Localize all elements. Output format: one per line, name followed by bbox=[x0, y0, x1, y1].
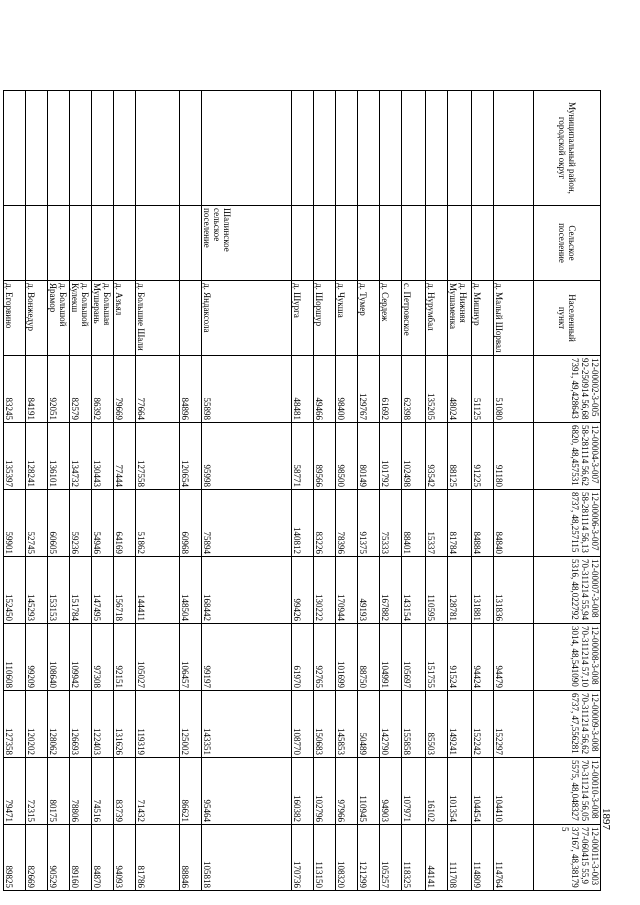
value-cell: 77664 bbox=[136, 356, 180, 423]
settlement-cell bbox=[136, 206, 180, 281]
value-cell: 136101 bbox=[48, 423, 70, 490]
place-cell: д. Нижняя Мушаменка bbox=[448, 281, 472, 356]
page-number: 1897 bbox=[600, 808, 612, 830]
table-row bbox=[202, 91, 292, 891]
table-row bbox=[48, 91, 70, 891]
table-row bbox=[336, 91, 358, 891]
district-cell bbox=[114, 91, 136, 206]
table-body bbox=[4, 91, 534, 891]
value-cell: 48024 bbox=[448, 356, 472, 423]
table-row bbox=[402, 91, 426, 891]
value-cell: 81786 bbox=[136, 825, 180, 891]
district-cell bbox=[292, 91, 314, 206]
value-cell: 95464 bbox=[202, 758, 292, 825]
value-cell: 95998 bbox=[202, 423, 292, 490]
settlement-cell bbox=[426, 206, 448, 281]
value-cell: 156718 bbox=[114, 557, 136, 624]
value-cell: 140812 bbox=[292, 490, 314, 557]
settlement-cell bbox=[402, 206, 426, 281]
district-cell bbox=[380, 91, 402, 206]
value-cell: 145853 bbox=[336, 691, 358, 758]
value-cell: 152242 bbox=[472, 691, 494, 758]
district-cell bbox=[136, 91, 180, 206]
value-cell: 51080 bbox=[494, 356, 534, 423]
district-cell bbox=[92, 91, 114, 206]
value-cell: 91524 bbox=[448, 624, 472, 691]
value-cell: 113150 bbox=[314, 825, 336, 891]
value-cell: 60968 bbox=[180, 490, 202, 557]
value-cell: 98400 bbox=[336, 356, 358, 423]
value-cell: 167882 bbox=[380, 557, 402, 624]
value-cell: 61692 bbox=[380, 356, 402, 423]
value-cell: 120202 bbox=[26, 691, 48, 758]
value-cell: 92765 bbox=[314, 624, 336, 691]
value-cell: 83739 bbox=[114, 758, 136, 825]
district-cell bbox=[180, 91, 202, 206]
district-cell bbox=[314, 91, 336, 206]
value-cell: 125002 bbox=[180, 691, 202, 758]
settlement-cell: Шалинское сельское поселение bbox=[202, 206, 292, 281]
place-cell: д. Малый Шорвал bbox=[494, 281, 534, 356]
value-cell: 114764 bbox=[494, 825, 534, 891]
value-cell: 107971 bbox=[402, 758, 426, 825]
value-cell: 151784 bbox=[70, 557, 92, 624]
value-cell: 105027 bbox=[136, 624, 180, 691]
value-cell: 82579 bbox=[70, 356, 92, 423]
place-cell: д. Вонжедур bbox=[26, 281, 48, 356]
value-cell: 110945 bbox=[358, 758, 380, 825]
value-cell: 110608 bbox=[4, 624, 26, 691]
value-cell: 15337 bbox=[426, 490, 448, 557]
value-cell: 94903 bbox=[380, 758, 402, 825]
column-header: Населенный пункт bbox=[534, 281, 601, 356]
value-cell: 52745 bbox=[26, 490, 48, 557]
place-cell: д. Нурумбал bbox=[426, 281, 448, 356]
settlement-cell bbox=[92, 206, 114, 281]
value-cell: 86621 bbox=[180, 758, 202, 825]
value-cell: 78396 bbox=[336, 490, 358, 557]
place-cell: д. Тумер bbox=[358, 281, 380, 356]
value-cell: 129767 bbox=[358, 356, 380, 423]
value-cell: 131836 bbox=[494, 557, 534, 624]
value-cell: 155858 bbox=[402, 691, 426, 758]
district-cell bbox=[202, 91, 292, 206]
column-header: 12-00002-3-00592-250914 56,687391, 49,428643 bbox=[534, 356, 601, 423]
value-cell: 111708 bbox=[448, 825, 472, 891]
district-cell bbox=[48, 91, 70, 206]
value-cell: 131626 bbox=[114, 691, 136, 758]
value-cell: 101354 bbox=[448, 758, 472, 825]
district-cell bbox=[4, 91, 26, 206]
value-cell: 60605 bbox=[48, 490, 70, 557]
value-cell: 152450 bbox=[4, 557, 26, 624]
value-cell: 91225 bbox=[472, 423, 494, 490]
value-cell: 99426 bbox=[292, 557, 314, 624]
value-cell: 109942 bbox=[70, 624, 92, 691]
value-cell: 153153 bbox=[48, 557, 70, 624]
value-cell: 83226 bbox=[314, 490, 336, 557]
value-cell: 130443 bbox=[92, 423, 114, 490]
value-cell: 120654 bbox=[180, 423, 202, 490]
district-cell bbox=[402, 91, 426, 206]
table-row bbox=[292, 91, 314, 891]
value-cell: 106457 bbox=[180, 624, 202, 691]
table-row bbox=[136, 91, 180, 891]
column-header: 12-00007-3-00870-311214 55,945316, 48,022792 bbox=[534, 557, 601, 624]
value-cell: 126693 bbox=[70, 691, 92, 758]
table-row bbox=[472, 91, 494, 891]
value-cell: 91180 bbox=[494, 423, 534, 490]
value-cell: 93542 bbox=[426, 423, 448, 490]
value-cell: 79669 bbox=[114, 356, 136, 423]
value-cell: 151755 bbox=[426, 624, 448, 691]
value-cell: 101792 bbox=[380, 423, 402, 490]
value-cell: 104991 bbox=[380, 624, 402, 691]
value-cell: 92051 bbox=[48, 356, 70, 423]
value-cell: 81784 bbox=[448, 490, 472, 557]
value-cell: 54946 bbox=[92, 490, 114, 557]
place-cell: д. Мишнур bbox=[472, 281, 494, 356]
value-cell: 88750 bbox=[358, 624, 380, 691]
value-cell: 168442 bbox=[202, 557, 292, 624]
value-cell: 51862 bbox=[136, 490, 180, 557]
value-cell: 143351 bbox=[202, 691, 292, 758]
place-cell bbox=[180, 281, 202, 356]
table-row bbox=[92, 91, 114, 891]
value-cell: 89825 bbox=[4, 825, 26, 891]
place-cell: д. Чукша bbox=[336, 281, 358, 356]
value-cell: 92151 bbox=[114, 624, 136, 691]
value-cell: 121299 bbox=[358, 825, 380, 891]
value-cell: 128781 bbox=[448, 557, 472, 624]
settlement-cell bbox=[48, 206, 70, 281]
value-cell: 89566 bbox=[314, 423, 336, 490]
value-cell: 84840 bbox=[494, 490, 534, 557]
value-cell: 145293 bbox=[26, 557, 48, 624]
value-cell: 114809 bbox=[472, 825, 494, 891]
value-cell: 49466 bbox=[314, 356, 336, 423]
value-cell: 128241 bbox=[26, 423, 48, 490]
settlement-cell bbox=[26, 206, 48, 281]
value-cell: 94424 bbox=[472, 624, 494, 691]
district-cell bbox=[448, 91, 472, 206]
table-row bbox=[26, 91, 48, 891]
value-cell: 84191 bbox=[26, 356, 48, 423]
value-cell: 90529 bbox=[48, 825, 70, 891]
value-cell: 74516 bbox=[92, 758, 114, 825]
value-cell: 160382 bbox=[292, 758, 314, 825]
place-cell: с. Петровское bbox=[402, 281, 426, 356]
column-header: 12-00011-3-00377-060415 55,937167, 48,381795 bbox=[534, 825, 601, 891]
place-cell: д. Большие Шали bbox=[136, 281, 180, 356]
value-cell: 144411 bbox=[136, 557, 180, 624]
value-cell: 170736 bbox=[292, 825, 314, 891]
settlement-cell bbox=[292, 206, 314, 281]
settlement-cell bbox=[114, 206, 136, 281]
value-cell: 101699 bbox=[336, 624, 358, 691]
value-cell: 148504 bbox=[180, 557, 202, 624]
district-cell bbox=[494, 91, 534, 206]
settlement-cell bbox=[180, 206, 202, 281]
value-cell: 84884 bbox=[472, 490, 494, 557]
place-cell: д. Большая Мушерань bbox=[92, 281, 114, 356]
value-cell: 75894 bbox=[202, 490, 292, 557]
value-cell: 104454 bbox=[472, 758, 494, 825]
settlement-cell bbox=[314, 206, 336, 281]
column-header: 12-00008-3-00870-311214 57,103014, 48,541090 bbox=[534, 624, 601, 691]
settlement-cell bbox=[472, 206, 494, 281]
district-cell bbox=[426, 91, 448, 206]
table-row bbox=[4, 91, 26, 891]
value-cell: 122403 bbox=[92, 691, 114, 758]
value-cell: 80175 bbox=[48, 758, 70, 825]
value-cell: 79471 bbox=[4, 758, 26, 825]
column-header: 12-00006-3-00758-281114 56,138737, 48,257115 bbox=[534, 490, 601, 557]
value-cell: 105818 bbox=[202, 825, 292, 891]
value-cell: 108770 bbox=[292, 691, 314, 758]
table-row bbox=[494, 91, 534, 891]
table-row bbox=[426, 91, 448, 891]
value-cell: 143154 bbox=[402, 557, 426, 624]
value-cell: 108640 bbox=[48, 624, 70, 691]
district-cell bbox=[472, 91, 494, 206]
value-cell: 84870 bbox=[92, 825, 114, 891]
value-cell: 135205 bbox=[426, 356, 448, 423]
column-header: Сельское поселение bbox=[534, 206, 601, 281]
value-cell: 88125 bbox=[448, 423, 472, 490]
table-row bbox=[114, 91, 136, 891]
value-cell: 118325 bbox=[402, 825, 426, 891]
place-cell: д. Сердеж bbox=[380, 281, 402, 356]
value-cell: 62398 bbox=[402, 356, 426, 423]
value-cell: 104410 bbox=[494, 758, 534, 825]
value-cell: 99209 bbox=[26, 624, 48, 691]
district-cell bbox=[70, 91, 92, 206]
settlement-cell bbox=[494, 206, 534, 281]
value-cell: 89160 bbox=[70, 825, 92, 891]
value-cell: 94093 bbox=[114, 825, 136, 891]
value-cell: 94479 bbox=[494, 624, 534, 691]
value-cell: 102498 bbox=[402, 423, 426, 490]
column-header: 12-00010-3-00870-311214 56,055575, 48,048327 bbox=[534, 758, 601, 825]
value-cell: 78806 bbox=[70, 758, 92, 825]
table-row bbox=[314, 91, 336, 891]
table-row bbox=[358, 91, 380, 891]
value-cell: 58771 bbox=[292, 423, 314, 490]
value-cell: 149241 bbox=[448, 691, 472, 758]
column-header: Муниципальный район, городской округ bbox=[534, 91, 601, 206]
value-cell: 142790 bbox=[380, 691, 402, 758]
value-cell: 83245 bbox=[4, 356, 26, 423]
place-cell: д. Большой Ярамор bbox=[48, 281, 70, 356]
value-cell: 105697 bbox=[402, 624, 426, 691]
value-cell: 105257 bbox=[380, 825, 402, 891]
value-cell: 48481 bbox=[292, 356, 314, 423]
column-header: 12-00004-3-00758-281114 56,626820, 48,457531 bbox=[534, 423, 601, 490]
value-cell: 82669 bbox=[26, 825, 48, 891]
value-cell: 130222 bbox=[314, 557, 336, 624]
place-cell: д. Шоршур bbox=[314, 281, 336, 356]
value-cell: 61970 bbox=[292, 624, 314, 691]
value-cell: 77444 bbox=[114, 423, 136, 490]
data-table bbox=[3, 90, 601, 891]
value-cell: 91375 bbox=[358, 490, 380, 557]
value-cell: 110595 bbox=[426, 557, 448, 624]
place-cell: д. Большой Кулекш bbox=[70, 281, 92, 356]
value-cell: 59236 bbox=[70, 490, 92, 557]
table-row bbox=[448, 91, 472, 891]
value-cell: 152297 bbox=[494, 691, 534, 758]
value-cell: 99197 bbox=[202, 624, 292, 691]
place-cell: д. Яндаксола bbox=[202, 281, 292, 356]
table-container bbox=[4, 90, 601, 890]
value-cell: 131881 bbox=[472, 557, 494, 624]
settlement-cell bbox=[358, 206, 380, 281]
district-cell bbox=[358, 91, 380, 206]
place-cell: д. Шурга bbox=[292, 281, 314, 356]
settlement-cell bbox=[336, 206, 358, 281]
value-cell: 16102 bbox=[426, 758, 448, 825]
column-header: 12-00009-3-00870-311214 56,626737, 47,556281 bbox=[534, 691, 601, 758]
place-cell: д. Егорвино bbox=[4, 281, 26, 356]
value-cell: 134732 bbox=[70, 423, 92, 490]
value-cell: 128062 bbox=[48, 691, 70, 758]
value-cell: 97308 bbox=[92, 624, 114, 691]
value-cell: 170944 bbox=[336, 557, 358, 624]
value-cell: 102796 bbox=[314, 758, 336, 825]
value-cell: 80149 bbox=[358, 423, 380, 490]
settlement-cell bbox=[4, 206, 26, 281]
value-cell: 88846 bbox=[180, 825, 202, 891]
table-row bbox=[380, 91, 402, 891]
value-cell: 85503 bbox=[426, 691, 448, 758]
value-cell: 86392 bbox=[92, 356, 114, 423]
district-cell bbox=[336, 91, 358, 206]
settlement-cell bbox=[70, 206, 92, 281]
value-cell: 147495 bbox=[92, 557, 114, 624]
value-cell: 72315 bbox=[26, 758, 48, 825]
table-row bbox=[180, 91, 202, 891]
value-cell: 49193 bbox=[358, 557, 380, 624]
table-row bbox=[70, 91, 92, 891]
header-row bbox=[534, 91, 601, 891]
value-cell: 59901 bbox=[4, 490, 26, 557]
value-cell: 44141 bbox=[426, 825, 448, 891]
place-cell: д. Азъял bbox=[114, 281, 136, 356]
value-cell: 51125 bbox=[472, 356, 494, 423]
value-cell: 98500 bbox=[336, 423, 358, 490]
district-cell bbox=[26, 91, 48, 206]
settlement-cell bbox=[448, 206, 472, 281]
value-cell: 64169 bbox=[114, 490, 136, 557]
value-cell: 135397 bbox=[4, 423, 26, 490]
value-cell: 75333 bbox=[380, 490, 402, 557]
value-cell: 97966 bbox=[336, 758, 358, 825]
value-cell: 127358 bbox=[4, 691, 26, 758]
value-cell: 119319 bbox=[136, 691, 180, 758]
value-cell: 88401 bbox=[402, 490, 426, 557]
value-cell: 108320 bbox=[336, 825, 358, 891]
settlement-cell bbox=[380, 206, 402, 281]
value-cell: 71432 bbox=[136, 758, 180, 825]
value-cell: 84896 bbox=[180, 356, 202, 423]
value-cell: 150683 bbox=[314, 691, 336, 758]
value-cell: 50489 bbox=[358, 691, 380, 758]
value-cell: 127558 bbox=[136, 423, 180, 490]
value-cell: 55898 bbox=[202, 356, 292, 423]
